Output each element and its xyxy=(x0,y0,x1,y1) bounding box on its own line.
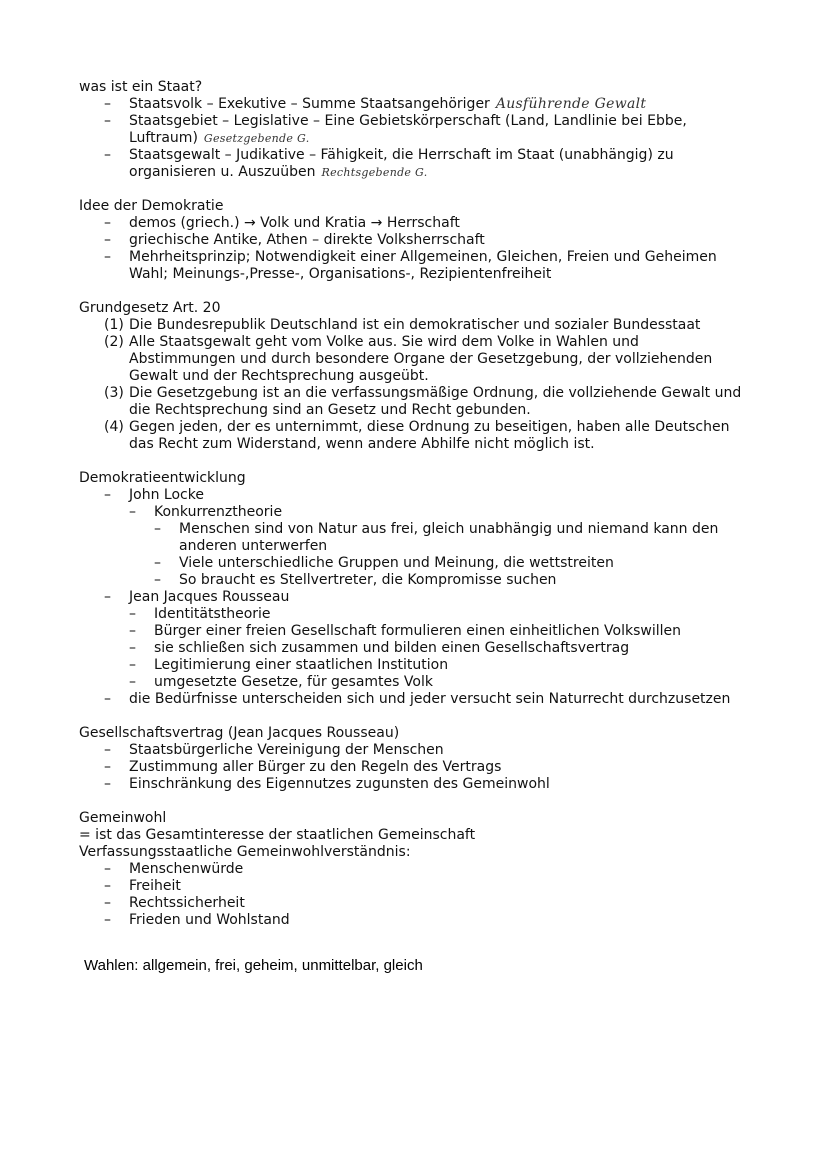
item-text: Freiheit xyxy=(129,878,181,894)
paragraph-line: Alle Staatsgewalt geht vom Volke aus. Sie wird dem Volke in Wahlen und xyxy=(129,334,639,350)
dash-bullet: – xyxy=(104,487,111,503)
dash-bullet: – xyxy=(104,147,111,163)
dash-bullet: – xyxy=(104,742,111,758)
item-text: Staatsbürgerliche Vereinigung der Menschen xyxy=(129,742,444,758)
list-item xyxy=(79,572,769,589)
paragraph-line: das Recht zum Widerstand, wenn andere Abhilfe nicht möglich ist. xyxy=(129,436,595,452)
gemeinwohl-definition: = ist das Gesamtinteresse der staatlichen Gemeinschaft xyxy=(79,827,476,843)
gemeinwohl-subheading: Verfassungsstaatliche Gemeinwohlverständnis: xyxy=(79,844,411,860)
item-text: Frieden und Wohlstand xyxy=(129,912,290,928)
list-item xyxy=(79,249,769,266)
item-text: anderen unterwerfen xyxy=(179,538,328,554)
paragraph-line: Gegen jeden, der es unternimmt, diese Ordnung zu beseitigen, haben alle Deutschen xyxy=(129,419,730,435)
paragraph-line: Gewalt und der Rechtsprechung ausgeübt. xyxy=(129,368,429,384)
item-text: Zustimmung aller Bürger zu den Regeln des Vertrags xyxy=(129,759,502,775)
list-item xyxy=(79,657,769,674)
item-text: organisieren u. Auszuüben xyxy=(129,164,316,180)
list-item-continuation xyxy=(79,266,769,283)
dash-bullet: – xyxy=(104,589,111,605)
heading-gemeinwohl: Gemeinwohl xyxy=(79,810,167,826)
item-text: Menschen sind von Natur aus frei, gleich unabhängig und niemand kann den xyxy=(179,521,719,537)
dash-bullet: – xyxy=(104,878,111,894)
item-text: sie schließen sich zusammen und bilden einen Gesellschaftsvertrag xyxy=(154,640,630,656)
list-item xyxy=(79,895,769,912)
list-item xyxy=(79,96,769,113)
list-item xyxy=(79,487,769,504)
list-item-continuation xyxy=(79,164,769,181)
section-grundgesetz xyxy=(79,300,769,453)
item-text: Rechtssicherheit xyxy=(129,895,245,911)
dash-bullet: – xyxy=(104,232,111,248)
dash-bullet: – xyxy=(104,249,111,265)
list-item xyxy=(79,504,769,521)
paragraph-number: (3) xyxy=(104,385,124,401)
item-text: umgesetzte Gesetze, für gesamtes Volk xyxy=(154,674,433,690)
item-text: Mehrheitsprinzip; Notwendigkeit einer Allgemeinen, Gleichen, Freien und Geheimen xyxy=(129,249,717,265)
list-item xyxy=(79,232,769,249)
paragraph-number: (4) xyxy=(104,419,124,435)
item-text: Legitimierung einer staatlichen Institution xyxy=(154,657,449,673)
list-item xyxy=(79,606,769,623)
section-staat xyxy=(79,79,769,181)
article-paragraph xyxy=(79,334,769,385)
wahlen-note: Wahlen: allgemein, frei, geheim, unmittelbar, gleich xyxy=(84,957,423,974)
item-text: John Locke xyxy=(129,487,204,503)
heading-entwicklung: Demokratieentwicklung xyxy=(79,470,246,486)
dash-bullet: – xyxy=(104,215,111,231)
item-text: Staatsgewalt – Judikative – Fähigkeit, die Herrschaft im Staat (unabhängig) zu xyxy=(129,147,674,163)
list-item xyxy=(79,861,769,878)
item-text: demos (griech.) → Volk und Kratia → Herrschaft xyxy=(129,215,460,231)
list-item xyxy=(79,759,769,776)
handwritten-note: Ausführende Gewalt xyxy=(495,96,647,112)
list-item xyxy=(79,521,769,538)
dash-bullet: – xyxy=(104,895,111,911)
dash-bullet: – xyxy=(104,912,111,928)
section-demokratie xyxy=(79,198,769,283)
list-item xyxy=(79,912,769,929)
paragraph-line: Die Bundesrepublik Deutschland ist ein demokratischer und sozialer Bundesstaat xyxy=(129,317,701,333)
list-item xyxy=(79,640,769,657)
dash-bullet: – xyxy=(154,572,161,588)
dash-bullet: – xyxy=(154,555,161,571)
paragraph-line: Abstimmungen und durch besondere Organe der Gesetzgebung, der vollziehenden xyxy=(129,351,713,367)
list-item xyxy=(79,589,769,606)
dash-bullet: – xyxy=(154,521,161,537)
item-text: Jean Jacques Rousseau xyxy=(129,589,290,605)
list-item-continuation xyxy=(79,538,769,555)
document-page xyxy=(79,79,769,946)
article-paragraph xyxy=(79,385,769,419)
dash-bullet: – xyxy=(129,623,136,639)
item-text: Konkurrenztheorie xyxy=(154,504,283,520)
dash-bullet: – xyxy=(104,113,111,129)
list-item xyxy=(79,691,769,708)
item-text: Bürger einer freien Gesellschaft formulieren einen einheitlichen Volkswillen xyxy=(154,623,682,639)
paragraph-line: die Rechtsprechung sind an Gesetz und Recht gebunden. xyxy=(129,402,531,418)
item-text: Staatsvolk – Exekutive – Summe Staatsangehöriger xyxy=(129,96,490,112)
heading-staat: was ist ein Staat? xyxy=(79,79,203,95)
list-item xyxy=(79,674,769,691)
handwritten-note: Rechtsgebende G. xyxy=(321,166,428,179)
paragraph-line: Die Gesetzgebung ist an die verfassungsmäßige Ordnung, die vollziehende Gewalt und xyxy=(129,385,742,401)
dash-bullet: – xyxy=(104,691,111,707)
handwritten-note: Gesetzgebende G. xyxy=(203,132,310,145)
list-item xyxy=(79,742,769,759)
item-text: griechische Antike, Athen – direkte Volksherrschaft xyxy=(129,232,485,248)
list-item xyxy=(79,215,769,232)
item-text: So braucht es Stellvertreter, die Kompromisse suchen xyxy=(179,572,557,588)
dash-bullet: – xyxy=(104,96,111,112)
item-text: Menschenwürde xyxy=(129,861,244,877)
list-item xyxy=(79,555,769,572)
dash-bullet: – xyxy=(129,640,136,656)
item-text: Einschränkung des Eigennutzes zugunsten des Gemeinwohl xyxy=(129,776,550,792)
dash-bullet: – xyxy=(104,861,111,877)
list-item xyxy=(79,878,769,895)
paragraph-number: (1) xyxy=(104,317,124,333)
item-text: Identitätstheorie xyxy=(154,606,271,622)
item-text: Staatsgebiet – Legislative – Eine Gebietskörperschaft (Land, Landlinie bei Ebbe, xyxy=(129,113,687,129)
list-item xyxy=(79,623,769,640)
article-paragraph xyxy=(79,317,769,334)
dash-bullet: – xyxy=(104,759,111,775)
list-item xyxy=(79,776,769,793)
list-item-continuation xyxy=(79,130,769,147)
list-item xyxy=(79,113,769,130)
item-text: Luftraum) xyxy=(129,130,198,146)
dash-bullet: – xyxy=(129,504,136,520)
section-gesellschaftsvertrag xyxy=(79,725,769,793)
dash-bullet: – xyxy=(129,657,136,673)
dash-bullet: – xyxy=(104,776,111,792)
item-text: Wahl; Meinungs-,Presse-, Organisations-, Rezipientenfreiheit xyxy=(129,266,552,282)
dash-bullet: – xyxy=(129,674,136,690)
dash-bullet: – xyxy=(129,606,136,622)
section-gemeinwohl xyxy=(79,810,769,929)
item-text: die Bedürfnisse unterscheiden sich und jeder versucht sein Naturrecht durchzusetzen xyxy=(129,691,731,707)
paragraph-number: (2) xyxy=(104,334,124,350)
item-text: Viele unterschiedliche Gruppen und Meinung, die wettstreiten xyxy=(179,555,614,571)
heading-grundgesetz: Grundgesetz Art. 20 xyxy=(79,300,221,316)
heading-demokratie: Idee der Demokratie xyxy=(79,198,224,214)
article-paragraph xyxy=(79,419,769,453)
section-entwicklung xyxy=(79,470,769,708)
list-item xyxy=(79,147,769,164)
heading-gesellschaftsvertrag: Gesellschaftsvertrag (Jean Jacques Rousseau) xyxy=(79,725,400,741)
